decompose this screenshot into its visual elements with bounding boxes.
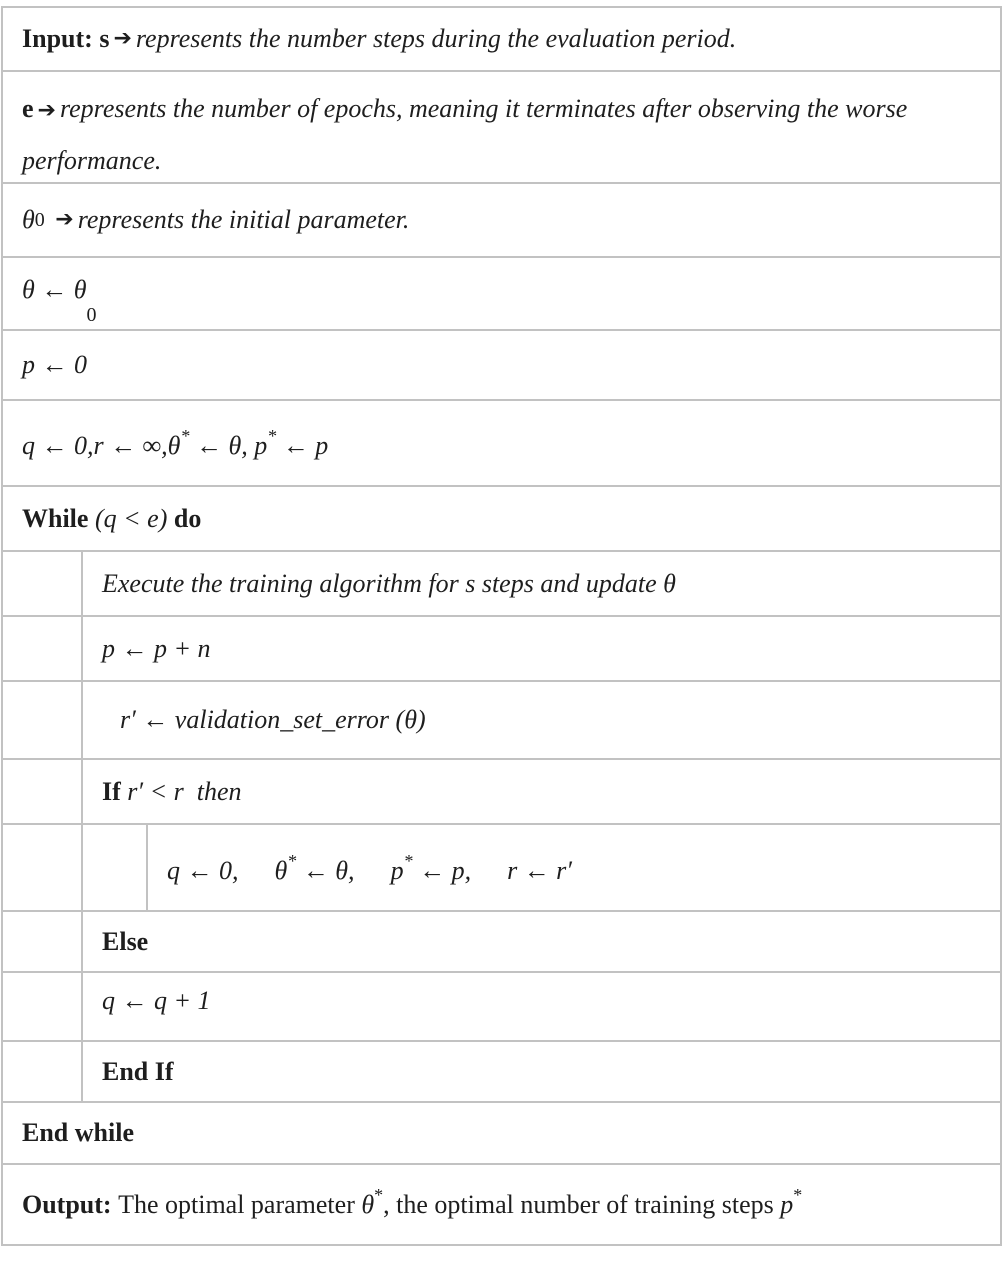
p-update: p ← p + n bbox=[102, 633, 211, 663]
row-end-while bbox=[3, 1101, 1000, 1163]
assignments: q ← 0, θ* ← θ, p* ← p, r ← r′ bbox=[167, 851, 572, 885]
output-label: Output: bbox=[22, 1190, 112, 1219]
end-if-keyword: End If bbox=[102, 1056, 174, 1086]
input-label: Input: bbox=[22, 24, 93, 53]
init-qr: q ← 0,r ← ∞,θ* ← θ, p* ← p bbox=[22, 426, 329, 460]
then-keyword: then bbox=[196, 776, 242, 806]
e-description: represents the number of epochs, meaning it terminates after observing the worse performance. bbox=[22, 94, 908, 175]
r-update: r′ ← validation_set_error (θ) bbox=[120, 705, 426, 734]
while-condition: (q < e) bbox=[94, 503, 168, 533]
init-theta: θ ← θ bbox=[22, 275, 87, 304]
while-keyword: While bbox=[22, 503, 89, 533]
row-init-p bbox=[3, 329, 1000, 399]
row-e bbox=[3, 70, 1000, 182]
theta-symbol: θ bbox=[22, 205, 35, 234]
output-text: The optimal parameter θ*, the optimal number of training steps p* bbox=[118, 1185, 803, 1219]
algorithm-table bbox=[1, 6, 1002, 1246]
theta0-description: represents the initial parameter. bbox=[77, 205, 410, 234]
row-p-update bbox=[3, 615, 1000, 680]
right-arrow-icon: ➔ bbox=[55, 207, 74, 232]
if-condition: r′ < r bbox=[127, 776, 184, 806]
s-symbol: s bbox=[99, 24, 110, 53]
row-else bbox=[3, 910, 1000, 971]
row-init-qr bbox=[3, 399, 1000, 485]
row-q-increment bbox=[3, 971, 1000, 1040]
row-theta0: θ 0 ➔ represents the initial parameter. bbox=[3, 182, 1000, 256]
q-increment: q ← q + 1 bbox=[102, 986, 211, 1015]
do-keyword: do bbox=[173, 503, 202, 533]
row-r-update bbox=[3, 680, 1000, 758]
e-symbol: e bbox=[22, 94, 34, 123]
execute-step: Execute the training algorithm for s steps and update θ bbox=[102, 568, 676, 598]
row-end-if bbox=[3, 1040, 1000, 1101]
else-keyword: Else bbox=[102, 926, 149, 956]
if-keyword: If bbox=[102, 776, 121, 806]
row-init-theta: θ ← θ 0 bbox=[3, 256, 1000, 329]
right-arrow-icon: ➔ bbox=[37, 98, 56, 123]
init-p: p ← 0 bbox=[22, 350, 87, 379]
row-execute bbox=[3, 550, 1000, 615]
row-output bbox=[3, 1163, 1000, 1244]
row-if-assignments bbox=[3, 823, 1000, 910]
row-input-s bbox=[3, 8, 1000, 70]
right-arrow-icon: ➔ bbox=[113, 26, 132, 51]
end-while-keyword: End while bbox=[22, 1118, 134, 1147]
row-while bbox=[3, 485, 1000, 550]
row-if bbox=[3, 758, 1000, 823]
s-description: represents the number steps during the evaluation period. bbox=[135, 24, 737, 53]
